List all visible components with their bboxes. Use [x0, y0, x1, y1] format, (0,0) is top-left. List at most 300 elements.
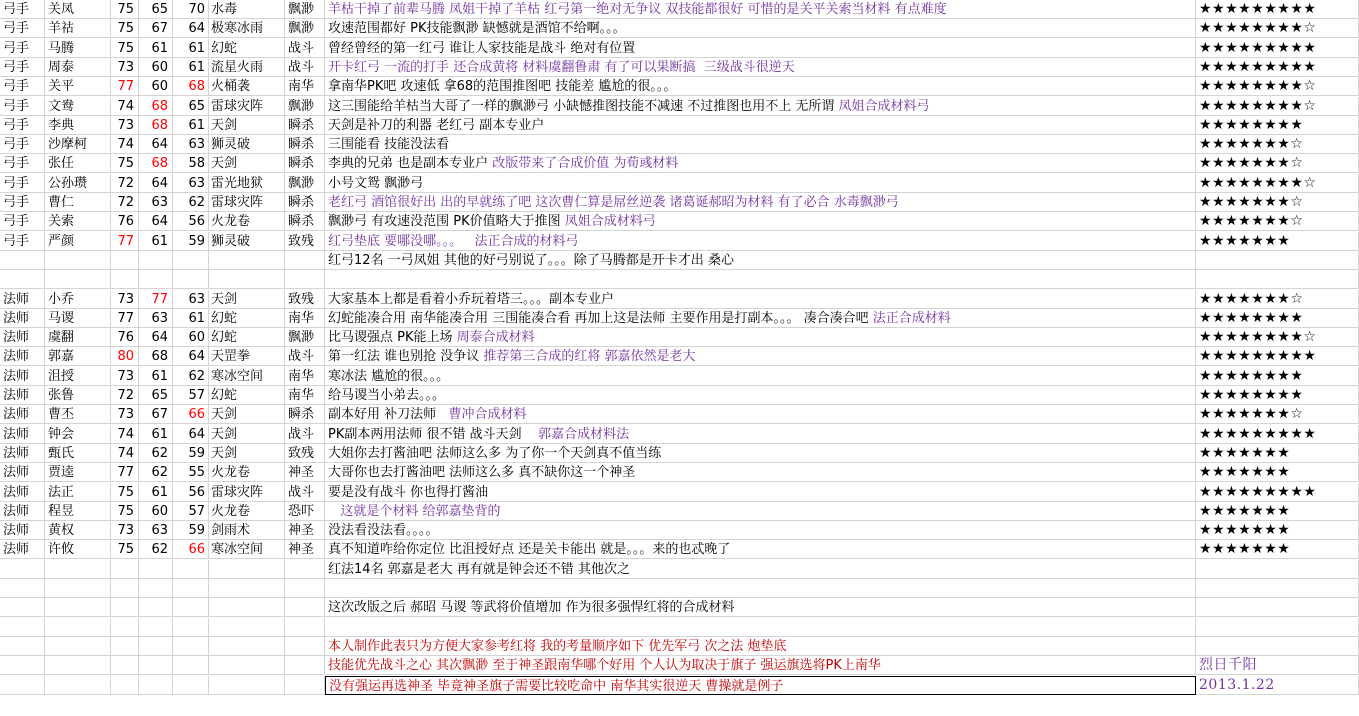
- cell-comment[interactable]: [325, 540, 1196, 559]
- cell-stat-3[interactable]: 68: [173, 77, 209, 96]
- cell-class[interactable]: 南华: [285, 386, 325, 405]
- cell-class[interactable]: 战斗: [285, 347, 325, 366]
- cell-type[interactable]: 法师: [0, 483, 45, 502]
- cell-stat-2[interactable]: 65: [139, 0, 173, 19]
- cell-stat-3[interactable]: 60: [173, 328, 209, 347]
- cell-type[interactable]: 弓手: [0, 58, 45, 77]
- cell-class[interactable]: 南华: [285, 367, 325, 386]
- cell-class[interactable]: 瞬杀: [285, 135, 325, 154]
- cell-stat-1[interactable]: 75: [111, 39, 139, 58]
- cell-stat-3[interactable]: 56: [173, 212, 209, 231]
- cell-comment[interactable]: [325, 579, 1196, 598]
- cell-stat-1[interactable]: 74: [111, 425, 139, 444]
- cell-stat-3[interactable]: [173, 637, 209, 656]
- cell-type[interactable]: 弓手: [0, 174, 45, 193]
- cell-stat-1[interactable]: 75: [111, 502, 139, 521]
- cell-stat-3[interactable]: 62: [173, 193, 209, 212]
- cell-class[interactable]: [285, 251, 325, 270]
- cell-stat-3[interactable]: [173, 579, 209, 598]
- cell-type[interactable]: 法师: [0, 290, 45, 309]
- cell-stat-3[interactable]: 59: [173, 521, 209, 540]
- cell-rating[interactable]: ★★★★★★★★: [1196, 116, 1359, 135]
- cell-stat-2[interactable]: 60: [139, 502, 173, 521]
- cell-comment[interactable]: [325, 251, 1196, 270]
- cell-class[interactable]: 神圣: [285, 463, 325, 482]
- cell-comment[interactable]: [325, 483, 1196, 502]
- cell-class[interactable]: 飘渺: [285, 174, 325, 193]
- cell-rating[interactable]: ★★★★★★★☆: [1196, 135, 1359, 154]
- cell-class[interactable]: [285, 579, 325, 598]
- cell-rating[interactable]: ★★★★★★★★☆: [1196, 77, 1359, 96]
- cell-name[interactable]: 马腾: [45, 39, 111, 58]
- cell-rating[interactable]: ★★★★★★★★☆: [1196, 174, 1359, 193]
- cell-skill[interactable]: 雷球灾阵: [209, 483, 285, 502]
- cell-type[interactable]: [0, 598, 45, 617]
- cell-stat-2[interactable]: [139, 656, 173, 675]
- cell-type[interactable]: [0, 251, 45, 270]
- cell-stat-2[interactable]: [139, 676, 173, 695]
- cell-skill[interactable]: [209, 579, 285, 598]
- cell-comment[interactable]: [325, 463, 1196, 482]
- cell-stat-3[interactable]: 55: [173, 463, 209, 482]
- cell-stat-2[interactable]: 63: [139, 193, 173, 212]
- cell-stat-3[interactable]: [173, 598, 209, 617]
- cell-skill[interactable]: 火桶袭: [209, 77, 285, 96]
- cell-rating[interactable]: ★★★★★★★★★: [1196, 483, 1359, 502]
- cell-name[interactable]: 贾逵: [45, 463, 111, 482]
- cell-comment[interactable]: [325, 328, 1196, 347]
- cell-class[interactable]: 恐吓: [285, 502, 325, 521]
- cell-name[interactable]: [45, 676, 111, 695]
- cell-stat-3[interactable]: 61: [173, 39, 209, 58]
- cell-skill[interactable]: 火龙卷: [209, 463, 285, 482]
- cell-skill[interactable]: 天剑: [209, 425, 285, 444]
- cell-rating[interactable]: ★★★★★★★★: [1196, 386, 1359, 405]
- cell-stat-2[interactable]: 62: [139, 540, 173, 559]
- cell-name[interactable]: [45, 251, 111, 270]
- cell-class[interactable]: 神圣: [285, 540, 325, 559]
- cell-stat-3[interactable]: 57: [173, 386, 209, 405]
- cell-comment[interactable]: [325, 116, 1196, 135]
- cell-type[interactable]: [0, 579, 45, 598]
- cell-name[interactable]: 曹仁: [45, 193, 111, 212]
- cell-class[interactable]: 瞬杀: [285, 154, 325, 173]
- cell-skill[interactable]: 雷光地狱: [209, 174, 285, 193]
- cell-type[interactable]: [0, 656, 45, 675]
- cell-name[interactable]: 法正: [45, 483, 111, 502]
- cell-stat-2[interactable]: 63: [139, 309, 173, 328]
- cell-rating[interactable]: ★★★★★★★★★: [1196, 39, 1359, 58]
- cell-skill[interactable]: [209, 656, 285, 675]
- cell-type[interactable]: 法师: [0, 444, 45, 463]
- cell-rating[interactable]: [1196, 598, 1359, 617]
- cell-stat-2[interactable]: 67: [139, 19, 173, 38]
- cell-rating[interactable]: ★★★★★★★★★: [1196, 347, 1359, 366]
- cell-class[interactable]: [285, 637, 325, 656]
- cell-class[interactable]: 飘渺: [285, 19, 325, 38]
- cell-skill[interactable]: 狮灵破: [209, 135, 285, 154]
- cell-name[interactable]: [45, 270, 111, 289]
- cell-skill[interactable]: 天剑: [209, 116, 285, 135]
- cell-stat-2[interactable]: 64: [139, 212, 173, 231]
- cell-stat-3[interactable]: 57: [173, 502, 209, 521]
- cell-type[interactable]: 法师: [0, 521, 45, 540]
- cell-comment[interactable]: [325, 656, 1196, 675]
- cell-stat-3[interactable]: 64: [173, 425, 209, 444]
- cell-comment[interactable]: [325, 618, 1196, 637]
- cell-stat-2[interactable]: 63: [139, 521, 173, 540]
- cell-rating[interactable]: ★★★★★★★★★: [1196, 425, 1359, 444]
- cell-class[interactable]: 致残: [285, 232, 325, 251]
- cell-skill[interactable]: 天剑: [209, 154, 285, 173]
- cell-class[interactable]: 飘渺: [285, 328, 325, 347]
- cell-stat-2[interactable]: 61: [139, 483, 173, 502]
- cell-stat-1[interactable]: 77: [111, 232, 139, 251]
- cell-type[interactable]: 弓手: [0, 116, 45, 135]
- cell-stat-3[interactable]: 66: [173, 405, 209, 424]
- cell-rating[interactable]: [1196, 579, 1359, 598]
- cell-stat-1[interactable]: 75: [111, 154, 139, 173]
- cell-type[interactable]: 弓手: [0, 19, 45, 38]
- cell-stat-3[interactable]: [173, 676, 209, 695]
- cell-stat-1[interactable]: [111, 656, 139, 675]
- cell-stat-1[interactable]: [111, 560, 139, 579]
- cell-name[interactable]: 虞翻: [45, 328, 111, 347]
- cell-class[interactable]: [285, 618, 325, 637]
- cell-stat-3[interactable]: 65: [173, 97, 209, 116]
- cell-stat-3[interactable]: [173, 618, 209, 637]
- cell-comment[interactable]: [325, 97, 1196, 116]
- cell-stat-2[interactable]: [139, 579, 173, 598]
- cell-stat-2[interactable]: 68: [139, 154, 173, 173]
- cell-stat-1[interactable]: 75: [111, 483, 139, 502]
- cell-type[interactable]: [0, 270, 45, 289]
- cell-comment[interactable]: [325, 637, 1196, 656]
- cell-credit[interactable]: 2013.1.22: [1196, 676, 1359, 695]
- cell-class[interactable]: 瞬杀: [285, 405, 325, 424]
- cell-comment[interactable]: [325, 290, 1196, 309]
- cell-stat-2[interactable]: [139, 618, 173, 637]
- cell-stat-2[interactable]: 68: [139, 347, 173, 366]
- cell-stat-3[interactable]: 70: [173, 0, 209, 19]
- cell-stat-3[interactable]: 61: [173, 116, 209, 135]
- cell-name[interactable]: [45, 637, 111, 656]
- cell-comment[interactable]: [325, 39, 1196, 58]
- cell-comment[interactable]: [325, 502, 1196, 521]
- cell-rating[interactable]: ★★★★★★★☆: [1196, 212, 1359, 231]
- cell-stat-1[interactable]: [111, 270, 139, 289]
- cell-stat-1[interactable]: 77: [111, 77, 139, 96]
- cell-stat-3[interactable]: 61: [173, 309, 209, 328]
- cell-class[interactable]: 致残: [285, 290, 325, 309]
- cell-stat-2[interactable]: 64: [139, 328, 173, 347]
- cell-stat-3[interactable]: [173, 251, 209, 270]
- cell-type[interactable]: 法师: [0, 328, 45, 347]
- cell-skill[interactable]: 幻蛇: [209, 309, 285, 328]
- cell-stat-1[interactable]: 74: [111, 444, 139, 463]
- cell-stat-3[interactable]: 63: [173, 135, 209, 154]
- cell-rating[interactable]: ★★★★★★★☆: [1196, 405, 1359, 424]
- cell-stat-2[interactable]: 61: [139, 232, 173, 251]
- cell-skill[interactable]: 雷球灾阵: [209, 97, 285, 116]
- cell-stat-3[interactable]: 62: [173, 367, 209, 386]
- cell-comment[interactable]: [325, 560, 1196, 579]
- cell-stat-3[interactable]: 59: [173, 232, 209, 251]
- cell-stat-2[interactable]: 67: [139, 405, 173, 424]
- cell-skill[interactable]: [209, 598, 285, 617]
- cell-rating[interactable]: ★★★★★★★: [1196, 463, 1359, 482]
- cell-stat-2[interactable]: [139, 270, 173, 289]
- cell-skill[interactable]: 狮灵破: [209, 232, 285, 251]
- cell-name[interactable]: 李典: [45, 116, 111, 135]
- cell-name[interactable]: 张鲁: [45, 386, 111, 405]
- cell-comment[interactable]: [325, 58, 1196, 77]
- cell-skill[interactable]: [209, 560, 285, 579]
- cell-stat-2[interactable]: 60: [139, 58, 173, 77]
- cell-stat-2[interactable]: 65: [139, 386, 173, 405]
- cell-name[interactable]: 文鸯: [45, 97, 111, 116]
- cell-comment[interactable]: [325, 174, 1196, 193]
- cell-stat-1[interactable]: [111, 598, 139, 617]
- cell-rating[interactable]: [1196, 637, 1359, 656]
- cell-stat-1[interactable]: 77: [111, 463, 139, 482]
- cell-stat-1[interactable]: 75: [111, 0, 139, 19]
- cell-comment[interactable]: [325, 309, 1196, 328]
- cell-rating[interactable]: ★★★★★★★★: [1196, 309, 1359, 328]
- cell-class[interactable]: 瞬杀: [285, 212, 325, 231]
- cell-name[interactable]: 马谡: [45, 309, 111, 328]
- cell-type[interactable]: 法师: [0, 309, 45, 328]
- cell-skill[interactable]: 寒冰空间: [209, 540, 285, 559]
- cell-name[interactable]: 沙摩柯: [45, 135, 111, 154]
- cell-class[interactable]: 瞬杀: [285, 116, 325, 135]
- cell-stat-3[interactable]: 66: [173, 540, 209, 559]
- cell-name[interactable]: [45, 656, 111, 675]
- cell-skill[interactable]: 幻蛇: [209, 328, 285, 347]
- cell-rating[interactable]: [1196, 251, 1359, 270]
- cell-stat-1[interactable]: 73: [111, 58, 139, 77]
- cell-type[interactable]: 弓手: [0, 135, 45, 154]
- cell-class[interactable]: 神圣: [285, 521, 325, 540]
- cell-stat-3[interactable]: 61: [173, 58, 209, 77]
- cell-credit[interactable]: 烈日千阳: [1196, 656, 1359, 675]
- cell-comment[interactable]: [325, 676, 1196, 695]
- cell-stat-1[interactable]: 72: [111, 174, 139, 193]
- cell-stat-2[interactable]: [139, 560, 173, 579]
- cell-name[interactable]: 程昱: [45, 502, 111, 521]
- cell-type[interactable]: [0, 560, 45, 579]
- cell-class[interactable]: 飘渺: [285, 97, 325, 116]
- cell-skill[interactable]: [209, 618, 285, 637]
- cell-name[interactable]: 张任: [45, 154, 111, 173]
- cell-type[interactable]: 弓手: [0, 193, 45, 212]
- cell-skill[interactable]: 天罡拳: [209, 347, 285, 366]
- cell-type[interactable]: 弓手: [0, 0, 45, 19]
- cell-class[interactable]: [285, 676, 325, 695]
- cell-name[interactable]: 甄氏: [45, 444, 111, 463]
- cell-type[interactable]: 法师: [0, 540, 45, 559]
- cell-name[interactable]: [45, 560, 111, 579]
- cell-rating[interactable]: [1196, 270, 1359, 289]
- cell-class[interactable]: 战斗: [285, 425, 325, 444]
- cell-stat-1[interactable]: [111, 618, 139, 637]
- cell-type[interactable]: [0, 676, 45, 695]
- cell-name[interactable]: 许攸: [45, 540, 111, 559]
- cell-name[interactable]: 小乔: [45, 290, 111, 309]
- cell-type[interactable]: [0, 637, 45, 656]
- cell-class[interactable]: 瞬杀: [285, 193, 325, 212]
- cell-skill[interactable]: 火龙卷: [209, 502, 285, 521]
- cell-rating[interactable]: ★★★★★★★: [1196, 232, 1359, 251]
- cell-skill[interactable]: 天剑: [209, 290, 285, 309]
- cell-comment[interactable]: [325, 425, 1196, 444]
- cell-class[interactable]: 飘渺: [285, 0, 325, 19]
- cell-stat-1[interactable]: 74: [111, 97, 139, 116]
- cell-class[interactable]: [285, 598, 325, 617]
- cell-stat-2[interactable]: 61: [139, 425, 173, 444]
- cell-name[interactable]: 羊祜: [45, 19, 111, 38]
- cell-name[interactable]: [45, 579, 111, 598]
- cell-name[interactable]: 周泰: [45, 58, 111, 77]
- cell-class[interactable]: 南华: [285, 77, 325, 96]
- cell-stat-3[interactable]: 58: [173, 154, 209, 173]
- cell-rating[interactable]: ★★★★★★★★★: [1196, 58, 1359, 77]
- cell-class[interactable]: 致残: [285, 444, 325, 463]
- cell-comment[interactable]: [325, 270, 1196, 289]
- cell-comment[interactable]: [325, 232, 1196, 251]
- cell-skill[interactable]: 天剑: [209, 405, 285, 424]
- cell-stat-2[interactable]: 61: [139, 39, 173, 58]
- cell-stat-1[interactable]: 75: [111, 19, 139, 38]
- cell-comment[interactable]: [325, 598, 1196, 617]
- cell-type[interactable]: 弓手: [0, 154, 45, 173]
- cell-stat-2[interactable]: 62: [139, 444, 173, 463]
- cell-stat-1[interactable]: 76: [111, 328, 139, 347]
- cell-comment[interactable]: [325, 444, 1196, 463]
- cell-stat-1[interactable]: [111, 676, 139, 695]
- cell-type[interactable]: 弓手: [0, 97, 45, 116]
- cell-skill[interactable]: 寒冰空间: [209, 367, 285, 386]
- cell-rating[interactable]: ★★★★★★★★☆: [1196, 19, 1359, 38]
- cell-stat-1[interactable]: 72: [111, 386, 139, 405]
- cell-comment[interactable]: [325, 386, 1196, 405]
- cell-comment[interactable]: [325, 193, 1196, 212]
- cell-comment[interactable]: [325, 405, 1196, 424]
- cell-stat-1[interactable]: 77: [111, 309, 139, 328]
- cell-rating[interactable]: ★★★★★★★☆: [1196, 290, 1359, 309]
- cell-skill[interactable]: [209, 270, 285, 289]
- cell-class[interactable]: 战斗: [285, 39, 325, 58]
- cell-type[interactable]: [0, 618, 45, 637]
- cell-class[interactable]: [285, 270, 325, 289]
- cell-stat-1[interactable]: 72: [111, 193, 139, 212]
- cell-stat-3[interactable]: [173, 656, 209, 675]
- cell-name[interactable]: 黄权: [45, 521, 111, 540]
- cell-rating[interactable]: ★★★★★★★★★: [1196, 0, 1359, 19]
- cell-skill[interactable]: 剑雨术: [209, 521, 285, 540]
- cell-skill[interactable]: [209, 251, 285, 270]
- cell-rating[interactable]: ★★★★★★★: [1196, 502, 1359, 521]
- cell-name[interactable]: [45, 618, 111, 637]
- cell-class[interactable]: 战斗: [285, 58, 325, 77]
- cell-skill[interactable]: [209, 637, 285, 656]
- cell-stat-2[interactable]: 64: [139, 135, 173, 154]
- cell-name[interactable]: 曹丕: [45, 405, 111, 424]
- cell-stat-3[interactable]: [173, 270, 209, 289]
- cell-stat-2[interactable]: 68: [139, 97, 173, 116]
- cell-rating[interactable]: [1196, 618, 1359, 637]
- cell-comment[interactable]: [325, 19, 1196, 38]
- cell-stat-2[interactable]: 68: [139, 116, 173, 135]
- cell-skill[interactable]: 雷球灾阵: [209, 193, 285, 212]
- cell-stat-1[interactable]: 80: [111, 347, 139, 366]
- cell-stat-1[interactable]: 73: [111, 367, 139, 386]
- cell-rating[interactable]: ★★★★★★★★☆: [1196, 328, 1359, 347]
- cell-stat-3[interactable]: 63: [173, 290, 209, 309]
- cell-stat-1[interactable]: [111, 251, 139, 270]
- cell-type[interactable]: 法师: [0, 347, 45, 366]
- cell-rating[interactable]: ★★★★★★★★: [1196, 367, 1359, 386]
- cell-comment[interactable]: [325, 135, 1196, 154]
- cell-rating[interactable]: ★★★★★★★: [1196, 540, 1359, 559]
- cell-stat-2[interactable]: 60: [139, 77, 173, 96]
- cell-type[interactable]: 法师: [0, 502, 45, 521]
- cell-type[interactable]: 法师: [0, 367, 45, 386]
- cell-skill[interactable]: [209, 676, 285, 695]
- cell-type[interactable]: 弓手: [0, 77, 45, 96]
- cell-type[interactable]: 弓手: [0, 232, 45, 251]
- cell-stat-2[interactable]: 77: [139, 290, 173, 309]
- cell-name[interactable]: 沮授: [45, 367, 111, 386]
- cell-stat-1[interactable]: 76: [111, 212, 139, 231]
- cell-stat-1[interactable]: 75: [111, 540, 139, 559]
- cell-stat-3[interactable]: 64: [173, 19, 209, 38]
- cell-stat-1[interactable]: 73: [111, 116, 139, 135]
- cell-stat-2[interactable]: 62: [139, 463, 173, 482]
- cell-skill[interactable]: 幻蛇: [209, 386, 285, 405]
- cell-stat-2[interactable]: 61: [139, 367, 173, 386]
- cell-comment[interactable]: [325, 521, 1196, 540]
- cell-rating[interactable]: ★★★★★★★: [1196, 444, 1359, 463]
- cell-stat-3[interactable]: 64: [173, 347, 209, 366]
- cell-skill[interactable]: 流星火雨: [209, 58, 285, 77]
- cell-stat-3[interactable]: 59: [173, 444, 209, 463]
- cell-skill[interactable]: 极寒冰雨: [209, 19, 285, 38]
- cell-stat-2[interactable]: [139, 598, 173, 617]
- cell-rating[interactable]: ★★★★★★★★☆: [1196, 97, 1359, 116]
- cell-stat-3[interactable]: 56: [173, 483, 209, 502]
- cell-class[interactable]: [285, 656, 325, 675]
- cell-skill[interactable]: 火龙卷: [209, 212, 285, 231]
- cell-stat-2[interactable]: [139, 251, 173, 270]
- cell-name[interactable]: 关凤: [45, 0, 111, 19]
- cell-comment[interactable]: [325, 77, 1196, 96]
- cell-comment[interactable]: [325, 154, 1196, 173]
- cell-rating[interactable]: ★★★★★★★☆: [1196, 154, 1359, 173]
- cell-class[interactable]: [285, 560, 325, 579]
- cell-type[interactable]: 弓手: [0, 39, 45, 58]
- cell-name[interactable]: 关平: [45, 77, 111, 96]
- cell-comment[interactable]: [325, 212, 1196, 231]
- cell-comment[interactable]: [325, 0, 1196, 19]
- cell-stat-1[interactable]: [111, 579, 139, 598]
- cell-stat-1[interactable]: 73: [111, 521, 139, 540]
- cell-skill[interactable]: 幻蛇: [209, 39, 285, 58]
- cell-name[interactable]: 公孙瓒: [45, 174, 111, 193]
- cell-name[interactable]: 关索: [45, 212, 111, 231]
- cell-name[interactable]: [45, 598, 111, 617]
- cell-rating[interactable]: ★★★★★★★: [1196, 521, 1359, 540]
